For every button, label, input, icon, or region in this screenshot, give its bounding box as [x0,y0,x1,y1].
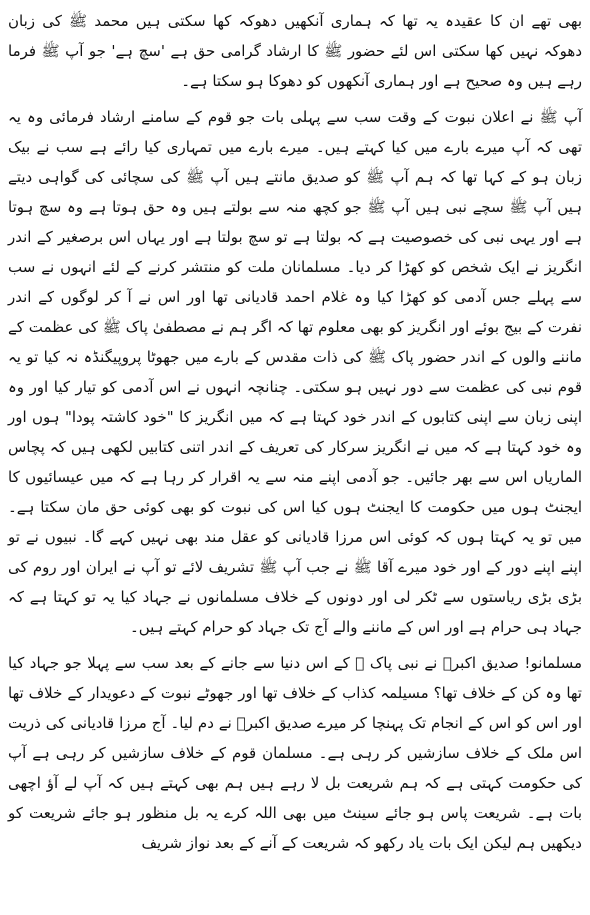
paragraph-1: بھی تھے ان کا عقیدہ یہ تھا کہ ہماری آنکھیں دھوکہ کھا سکتی ہیں محمد ﷺ کی زبان دھوکہ نہیں کھا سکتی اس لئے حضور ﷺ کا ارشاد گرامی حق ہے 'سچ ہے' جو آپ ﷺ فرما رہے ہیں وہ صحیح ہے اور ہماری آنکھوں کو دھوکا ہو سکتا ہے۔ [8,12,582,90]
paragraph-2: آپ ﷺ نے اعلان نبوت کے وقت سب سے پہلی بات جو قوم کے سامنے ارشاد فرمائی وہ یہ تھی کہ آپ میرے بارے میں کیا کہتے ہیں۔ میرے بارے میں تمہاری کیا رائے ہے سب نے بیک زبان ہو کے کہا تھا کہ ہم آپ ﷺ کو صدیق مانتے ہیں آپ ﷺ کی سچائی کی گواہی دیتے ہیں آپ ﷺ سچے نبی ہیں آپ ﷺ جو کچھ منہ سے بولتے ہیں وہ حق ہوتا ہے وہ سچ ہوتا ہے اور یہی نبی کی خصوصیت ہے کہ بولتا ہے تو سچ بولتا ہے اور یہاں اس برصغیر کے اندر انگریز نے ایک شخص کو کھڑا کر دیا۔ مسلمانان ملت کو منتشر کرنے کے لئے انہوں نے سب سے پہلے جس آدمی کو کھڑا کیا وہ غلام احمد قادیانی تھا اور اس نے آ کر لوگوں کے اندر نفرت کے بیج بوئے اور انگریز کو بھی معلوم تھا کہ اگر ہم نے مصطفیٰ پاک ﷺ کی عظمت کے ماننے والوں کے اندر حضور پاک ﷺ کی ذات مقدس کے بارے میں جھوٹا پروپیگنڈہ نہ کیا تو یہ قوم نبی کی عظمت سے دور نہیں ہو سکتی۔ چنانچہ انہوں نے اس آدمی کو تیار کیا اور وہ اپنی زبان سے اپنی کتابوں کے اندر خود کہتا ہے کہ میں انگریز کا "خود کاشتہ پودا" ہوں اور وہ خود کہتا ہے کہ میں نے انگریز سرکار کی تعریف کے اندر اتنی کتابیں لکھی ہیں کہ پچاس الماریاں اس سے بھر جائیں۔ جو آدمی اپنے منہ سے یہ اقرار کر رہا ہے کہ میں عیسائیوں کا ایجنٹ ہوں میں حکومت کا ایجنٹ ہوں کیا اس کی نبوت کو بھی کوئی حق مان سکتا ہے۔ میں تو یہ کہتا ہوں کہ کوئی اس مرزا قادیانی کو عقل مند بھی نہیں کہے گا۔ نبیوں نے تو اپنے اپنے دور کے اور خود میرے آقا ﷺ نے جب آپ ﷺ تشریف لائے تو آپ نے ایران اور روم کی بڑی بڑی ریاستوں سے ٹکر لی اور دونوں کے خلاف مسلمانوں نے جہاد کیا یہ تو کہتا ہے کہ جہاد ہی حرام ہے اور اس کے ماننے والے آج تک جہاد کو حرام کہتے ہیں۔ [8,108,582,636]
paragraph-3: مسلمانو! صدیق اکبرؓ نے نبی پاک ﷺ کے اس دنیا سے جانے کے بعد سب سے پہلا جو جہاد کیا تھا وہ کن کے خلاف تھا؟ مسیلمہ کذاب کے خلاف تھا اور جھوٹے نبوت کے دعویدار کے خلاف تھا اور اس کو اس کے انجام تک پہنچا کر میرے صدیق اکبرؓ نے دم لیا۔ آج مرزا قادیانی کی ذریت اس ملک کے خلاف سازشیں کر رہی ہے۔ مسلمان قوم کے خلاف سازشیں کر رہی ہے آپ کی حکومت کہتی ہے کہ ہم شریعت بل لا رہے ہیں ہم بھی کہتے ہیں کہ آپ لے آؤ اچھی بات ہے۔ شریعت پاس ہو جائے سینٹ میں بھی اللہ کرے یہ بل منظور ہو جائے شریعت کو دیکھیں ہم لیکن ایک بات یاد رکھو کہ شریعت کے آنے کے بعد نواز شریف [8,654,582,852]
